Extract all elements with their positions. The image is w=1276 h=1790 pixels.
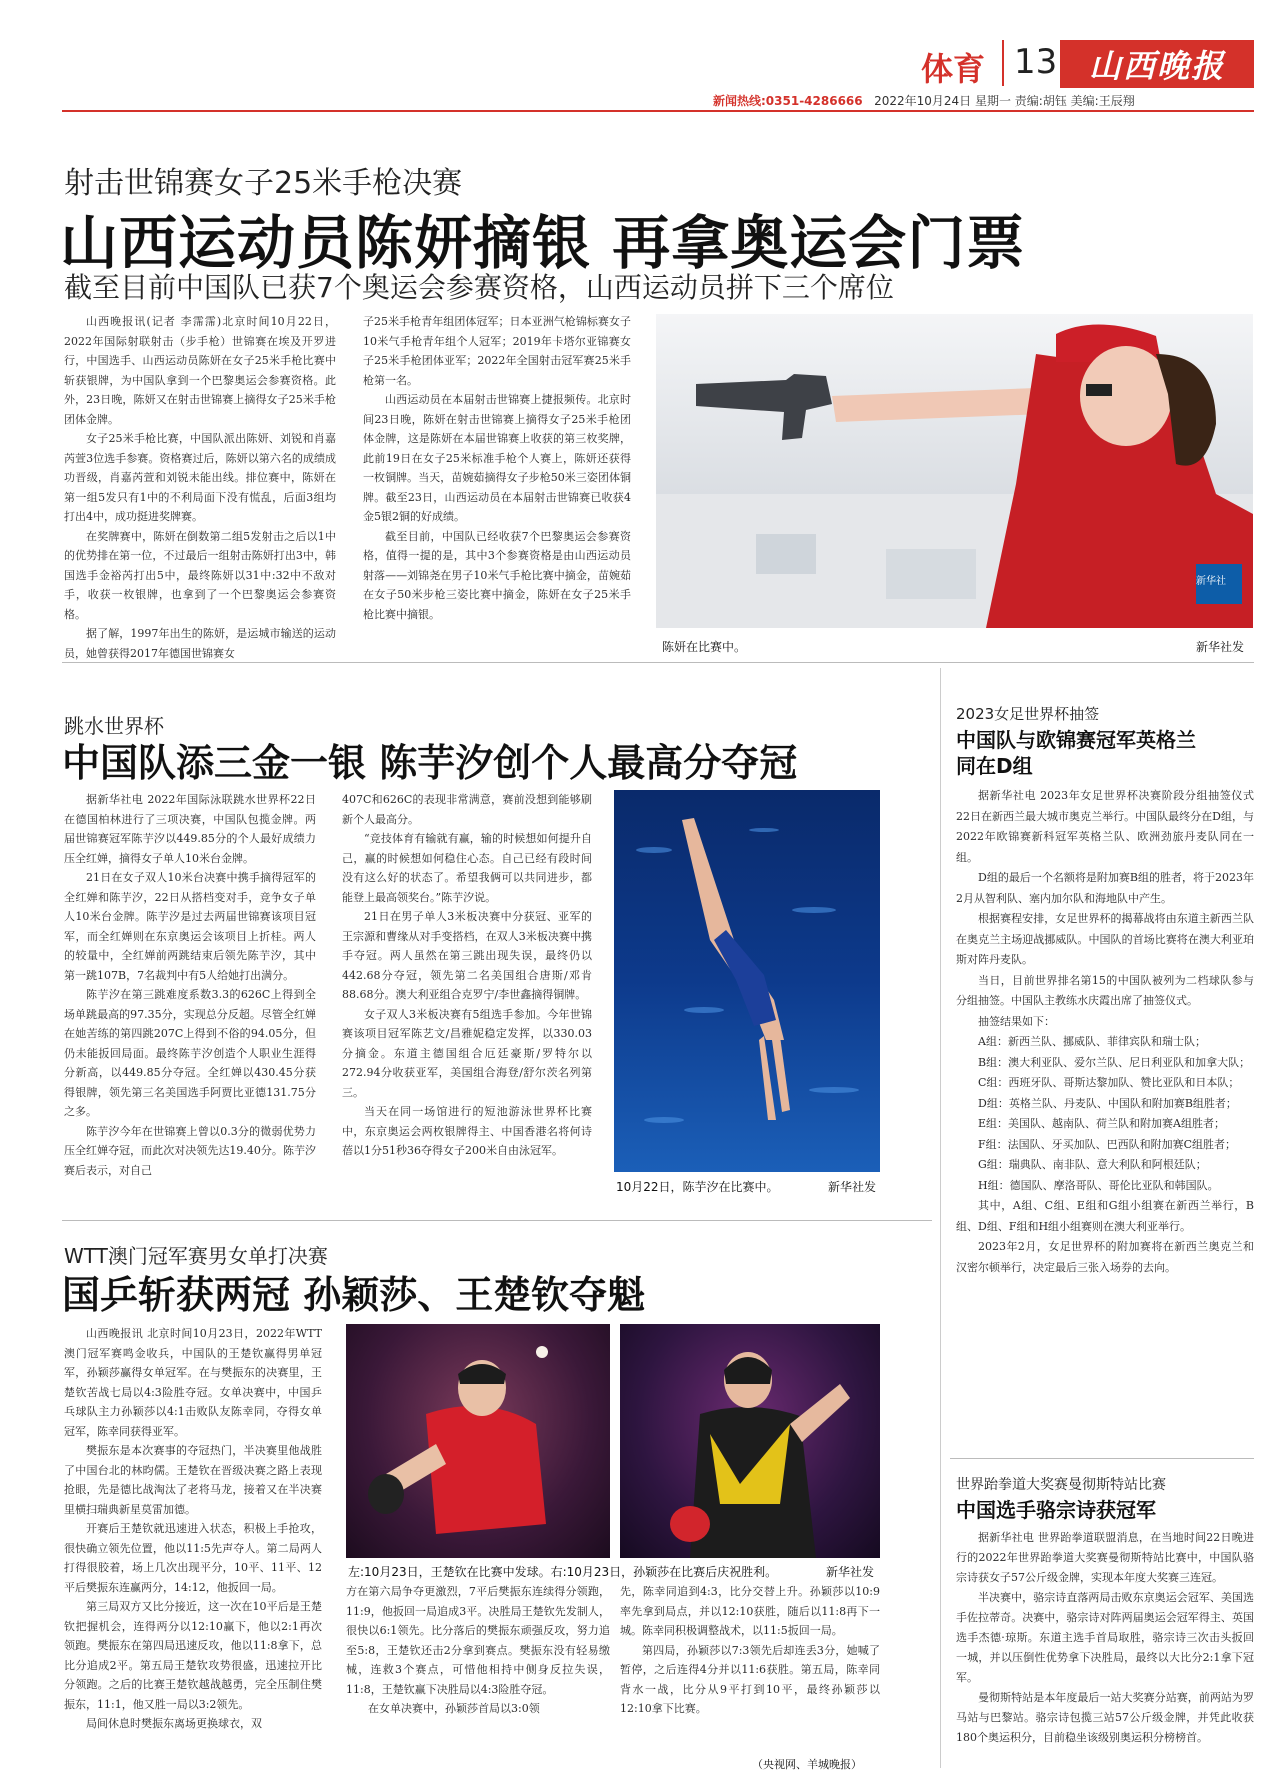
a3-column-1 xyxy=(64,1324,322,1774)
a4-paragraph: 抽签结果如下： xyxy=(978,1014,1055,1028)
a2-paragraph: 陈芋汐在第三跳难度系数3.3的626C上得到全场单跳最高的97.35分，实现总分反超。尽管全红婵在她苦练的第四跳207C上得到不俗的94.05分，但仍未能扳回局面。最终陈芋汐创造个人职业生涯得分新高，以449.85分夺冠。全红婵以430.45分获得银牌，领先第三名美国选手阿贾比亚德131.75分之多。 xyxy=(64,988,316,1118)
a3-paragraph: 樊振东是本次赛事的夺冠热门，半决赛里他战胜了中国台北的林昀儒。王楚钦在晋级决赛之路上表现抢眼，先是德比战淘汰了老将马龙，接着又在半决赛里横扫瑞典新星莫雷加德。 xyxy=(64,1444,322,1516)
a2-paragraph: 女子双人3米板决赛有5组选手参加。今年世锦赛该项目冠军陈艺文/昌雅妮稳定发挥，以330.03分摘金。东道主德国组合厄廷豪斯/罗特尔以272.94分收获亚军，美国组合海登/舒尔茨名列第三。 xyxy=(342,1007,592,1099)
a1-photo-caption: 陈妍在比赛中。 xyxy=(662,640,747,654)
a3-photo-credit: 新华社发 xyxy=(826,1565,875,1579)
a2-photo-credit: 新华社发 xyxy=(828,1180,877,1194)
a2-paragraph: 21日在女子双人10米台决赛中携手摘得冠军的全红婵和陈芋汐，22日从搭档变对手，竞争女子单人10米台金牌。陈芋汐是过去两届世锦赛该项目冠军，而全红婵则在东京奥运会该项目上折桂。两人的较量中，全红婵前两跳结束后领先陈芋汐，其中第一跳107B，7名裁判中有5人给她打出满分。 xyxy=(64,871,316,982)
a2-headline: 中国队添三金一银 陈芋汐创个人最高分夺冠 xyxy=(62,741,798,785)
table-tennis-player-1 xyxy=(346,1324,610,1558)
a2-paragraph: 当天在同一场馆进行的短池游泳世界杯比赛中，东京奥运会两枚银牌得主、中国香港名将何诗蓓以1分51秒36夺得女子200米自由泳冠军。 xyxy=(342,1105,592,1157)
a1-paragraph: 截至目前，中国队已经收获7个巴黎奥运会参赛资格，值得一提的是，其中3个参赛资格是由山西运动员射落——刘锦尧在男子10米气手枪比赛中摘金，苗婉茹在女子50米步枪三姿比赛中摘金，陈妍在女子25米手枪比赛中摘银。 xyxy=(363,529,631,621)
a1-paragraph: 女子25米手枪比赛，中国队派出陈妍、刘锐和肖嘉芮萱3位选手参赛。资格赛过后，陈妍以第六名的成绩成功晋级，肖嘉芮萱和刘锐未能出线。排位赛中，陈妍在第一组5发只有1中的不利局面下没有慌乱，后面3组均打出4中，成功挺进奖牌赛。 xyxy=(64,432,336,523)
a4-group-c: C组：西班牙队、哥斯达黎加队、赞比亚队和日本队； xyxy=(978,1076,1240,1089)
a3-photo-sun-yingsha xyxy=(620,1324,880,1558)
a1-paragraph: 山西晚报讯(记者 李霈霈)北京时间10月22日，2022年国际射联射击（步手枪）世锦赛在埃及开罗进行，中国选手、山西运动员陈妍在女子25米手枪比赛中斩获银牌，为中国队拿到一个巴黎奥运会参赛资格。此外，23日晚，陈妍又在射击世锦赛上摘得女子25米手枪团体金牌。 xyxy=(64,315,336,426)
a2-photo-diver xyxy=(614,790,880,1172)
a1-paragraph: 山西运动员在本届射击世锦赛上捷报频传。北京时间23日晚，陈妍在射击世锦赛上摘得女子25米手枪团体金牌，这是陈妍在本届世锦赛上收获的第三枚奖牌，此前19日在女子25米标准手枪个人赛上，陈妍还获得一枚铜牌。当天，苗婉茹摘得女子步枪50米三姿团体铜牌。截至23日，山西运动员在本届射击世锦赛已收获4金5银2铜的好成绩。 xyxy=(363,393,631,523)
issue-date: 2022年10月24日 星期一 责编:胡钰 美编:王辰翔 xyxy=(874,94,1135,108)
a3-column-2 xyxy=(346,1582,610,1772)
a2-kicker: 跳水世界杯 xyxy=(64,714,164,738)
a2-paragraph: 陈芋汐今年在世锦赛上曾以0.3分的微弱优势力压全红婵夺冠，而此次对决领先达19.40分。陈芋汐赛后表示，对自己 xyxy=(64,1124,316,1177)
a5-headline: 中国选手骆宗诗获冠军 xyxy=(956,1498,1156,1522)
header-divider xyxy=(1002,40,1004,86)
a2-paragraph: 据新华社电 2022年国际泳联跳水世界杯22日在德国柏林进行了三项决赛，中国队包揽金牌。两届世锦赛冠军陈芋汐以449.85分的个人最好成绩力压全红婵，摘得女子单人10米台金牌。 xyxy=(64,793,316,865)
a2-column-2 xyxy=(342,790,592,1194)
a4-headline-line-2: 同在D组 xyxy=(956,754,1033,778)
a4-group-d: D组：英格兰队、丹麦队、中国队和附加赛B组胜者； xyxy=(978,1096,1237,1110)
a1-kicker: 射击世锦赛女子25米手枪决赛 xyxy=(64,166,463,201)
page-number: 13 xyxy=(1014,42,1058,82)
news-hotline: 新闻热线:0351-4286666 xyxy=(713,94,863,108)
section-name: 体育 xyxy=(921,50,986,88)
a2-paragraph: “竞技体育有输就有赢，输的时候想如何提升自己，赢的时候想如何稳住心态。自己已经有段时间没有这么好的状态了。希望我俩可以共同进步，都能登上最高领奖台。”陈芋汐说。 xyxy=(342,832,592,904)
a3-paragraph: 方在第六局争夺更激烈，7平后樊振东连续得分领跑，11:9，他扳回一局追成3平。决胜局王楚钦先发制人，很快以6:1领先。比分落后的樊振东顽强反攻，努力追至5:8，王楚钦还击2分拿到赛点。樊振东没有轻易缴械，连救3个赛点，可惜他相持中侧身反拉失误，11:8，王楚钦赢下决胜局以4:3险胜夺冠。 xyxy=(346,1585,610,1696)
a5-paragraph: 据新华社电 世界跆拳道联盟消息，在当地时间22日晚进行的2022年世界跆拳道大奖赛曼彻斯特站比赛中，中国队骆宗诗获女子57公斤级金牌，实现本年度大奖赛三连冠。 xyxy=(956,1531,1254,1584)
newspaper-logo: 山西晚报 xyxy=(1060,40,1254,88)
a4-paragraph: 其中，A组、C组、E组和G组小组赛在新西兰举行，B组、D组、F组和H组小组赛则在澳大利亚举行。 xyxy=(956,1199,1254,1233)
a3-paragraph: 第三局双方又比分接近，这一次在10平后是王楚钦把握机会，连得两分以12:10赢下，他以2:1再次领跑。樊振东在第四局迅速反攻，他以11:8拿下，总比分追成2平。第五局王楚钦攻势很盛，迅速拉开比分领跑。之后的比赛王楚钦越战越勇，完全压制住樊振东，11:1，他又胜一局以3:2领先。 xyxy=(64,1600,322,1711)
a3-paragraph: 开赛后王楚钦就迅速进入状态，积极上手抢攻，很快确立领先位置，他以11:5先声夺人。第二局两人打得很胶着，场上几次出现平分，10平、11平、12平后樊振东连赢两分，14:12，他扳回一局。 xyxy=(64,1522,322,1594)
a1-paragraph: 子25米手枪青年组团体冠军；日本亚洲气枪锦标赛女子10米气手枪青年组个人冠军；2019年卡塔尔亚锦赛女子25米手枪团体亚军；2022年全国射击冠军赛25米手枪第一名。 xyxy=(363,315,631,387)
a4-body xyxy=(956,786,1254,1446)
a5-paragraph: 曼彻斯特站是本年度最后一站大奖赛分站赛，前两站为罗马站与巴黎站。骆宗诗包揽三站57公斤级金牌，并凭此收获180个奥运积分，目前稳坐该级别奥运积分榜榜首。 xyxy=(956,1691,1254,1744)
a4-group-h: H组：德国队、摩洛哥队、哥伦比亚队和韩国队。 xyxy=(978,1178,1219,1192)
a1-headline: 山西运动员陈妍摘银 再拿奥运会门票 xyxy=(60,209,1026,277)
a5-kicker: 世界跆拳道大奖赛曼彻斯特站比赛 xyxy=(956,1477,1166,1493)
a4-paragraph: 根据赛程安排，女足世界杯的揭幕战将由东道主新西兰队在奥克兰主场迎战挪威队。中国队的首场比赛将在澳大利亚珀斯对阵丹麦队。 xyxy=(956,912,1254,966)
a4-headline-line-1: 中国队与欧锦赛冠军英格兰 xyxy=(956,728,1196,752)
a4-kicker: 2023女足世界杯抽签 xyxy=(956,705,1100,723)
a3-source: （央视网、羊城晚报） xyxy=(752,1758,862,1771)
a3-paragraph: 第四局，孙颖莎以7:3领先后却连丢3分，她喊了暂停，之后连得4分并以11:6获胜。第五局，陈幸同背水一战，比分从9平打到10平，最终孙颖莎以12:10拿下比赛。 xyxy=(620,1643,880,1715)
a4-paragraph: 2023年2月，女足世界杯的附加赛将在新西兰奥克兰和汉密尔顿举行，决定最后三张入场券的去向。 xyxy=(956,1240,1254,1274)
a1-column-2 xyxy=(363,312,631,652)
a4-group-f: F组：法国队、牙买加队、巴西队和附加赛C组胜者； xyxy=(978,1137,1237,1151)
section-rule xyxy=(62,662,1254,663)
a1-subtitle: 截至目前中国队已获7个奥运会参赛资格，山西运动员拼下三个席位 xyxy=(64,271,894,304)
a4-paragraph: 当日，目前世界排名第15的中国队被列为二档球队参与分组抽签。中国队主教练水庆霞出席了抽签仪式。 xyxy=(956,973,1254,1007)
photo-watermark: 新华社 xyxy=(1196,576,1226,587)
header-info xyxy=(713,92,1254,106)
a4-group-g: G组：瑞典队、南非队、意大利队和阿根廷队； xyxy=(978,1158,1207,1171)
a1-photo-shooter xyxy=(656,314,1253,628)
a3-paragraph: 局间休息时樊振东离场更换球衣，双 xyxy=(86,1717,262,1730)
a3-paragraph: 山西晚报讯 北京时间10月23日，2022年WTT澳门冠军赛鸣金收兵，中国队的王楚钦赢得男单冠军，孙颖莎赢得女单冠军。在与樊振东的决赛里，王楚钦苦战七局以4:3险胜夺冠。女单决赛中，中国乒乓球队主力孙颖莎以4:1击败队友陈幸同，夺得女单冠军，陈幸同获得亚军。 xyxy=(64,1327,322,1438)
shooter-illustration xyxy=(656,314,1253,628)
a3-photo-wang-chuqin xyxy=(346,1324,610,1558)
a4-paragraph: D组的最后一个名额将是附加赛B组的胜者，将于2023年2月从智利队、塞内加尔队和海地队中产生。 xyxy=(956,871,1254,905)
column-divider xyxy=(940,668,941,1768)
a1-column-1 xyxy=(64,312,336,660)
a4-group-b: B组：澳大利亚队、爱尔兰队、尼日利亚队和加拿大队； xyxy=(978,1055,1251,1069)
a3-kicker: WTT澳门冠军赛男女单打决赛 xyxy=(64,1244,328,1268)
a5-body xyxy=(956,1528,1254,1776)
a5-paragraph: 半决赛中，骆宗诗直落两局击败东京奥运会冠军、美国选手佐拉蒂奇。决赛中，骆宗诗对阵两届奥运会冠军得主、英国选手杰德·琼斯。东道主选手首局取胜，骆宗诗三次击头扳回一城，并以压倒性优势拿下决胜局，最终以大比分2:1拿下冠军。 xyxy=(956,1591,1254,1684)
a4-group-e: E组：美国队、越南队、荷兰队和附加赛A组胜者； xyxy=(978,1117,1225,1130)
a2-paragraph: 407C和626C的表现非常满意，赛前没想到能够刷新个人最高分。 xyxy=(342,793,592,826)
a3-headline: 国乒斩获两冠 孙颖莎、王楚钦夺魁 xyxy=(62,1273,646,1317)
a4-group-a: A组：新西兰队、挪威队、菲律宾队和瑞士队； xyxy=(978,1035,1206,1048)
a3-photo-caption: 左:10月23日，王楚钦在比赛中发球。右:10月23日，孙颖莎在比赛后庆祝胜利。 xyxy=(348,1565,778,1579)
diver-illustration xyxy=(614,790,880,1172)
a1-photo-credit: 新华社发 xyxy=(1196,640,1245,654)
a3-paragraph: 在女单决赛中，孙颖莎首局以3:0领 xyxy=(368,1702,540,1715)
header-rule xyxy=(62,110,1254,112)
table-tennis-player-2 xyxy=(620,1324,880,1558)
section-rule xyxy=(62,1220,932,1221)
a2-paragraph: 21日在男子单人3米板决赛中分获冠、亚军的王宗源和曹缘从对手变搭档，在双人3米板决赛中携手夺冠。两人虽然在第三跳出现失误，最终仍以442.68分夺冠，领先第二名美国组合唐斯/邓肯88.68分。澳大利亚组合克罗宁/李世鑫摘得铜牌。 xyxy=(342,910,592,1001)
a2-photo-caption: 10月22日，陈芋汐在比赛中。 xyxy=(616,1180,779,1194)
a1-paragraph: 据了解，1997年出生的陈妍，是运城市输送的运动员，她曾获得2017年德国世锦赛女 xyxy=(64,627,336,660)
a2-column-1 xyxy=(64,790,316,1194)
a4-paragraph: 据新华社电 2023年女足世界杯决赛阶段分组抽签仪式22日在新西兰最大城市奥克兰举行。中国队最终分在D组，与2022年欧锦赛新科冠军英格兰队、欧洲劲旅丹麦队同在一组。 xyxy=(956,789,1254,864)
a1-paragraph: 在奖牌赛中，陈妍在倒数第二组5发射击之后以1中的优势排在第一位，不过最后一组射击陈妍打出3中，韩国选手金裕芮打出5中，最终陈妍以31中:32中不敌对手，收获一枚银牌，也拿到了一个巴黎奥运会参赛资格。 xyxy=(64,529,336,621)
a3-column-3 xyxy=(620,1582,880,1758)
a3-paragraph: 先，陈幸同追到4:3，比分交替上升。孙颖莎以10:9率先拿到局点，并以12:10获胜，随后以11:8再下一城。陈幸同积极调整战术，以11:5扳回一局。 xyxy=(620,1585,880,1637)
section-rule xyxy=(950,1458,1254,1459)
